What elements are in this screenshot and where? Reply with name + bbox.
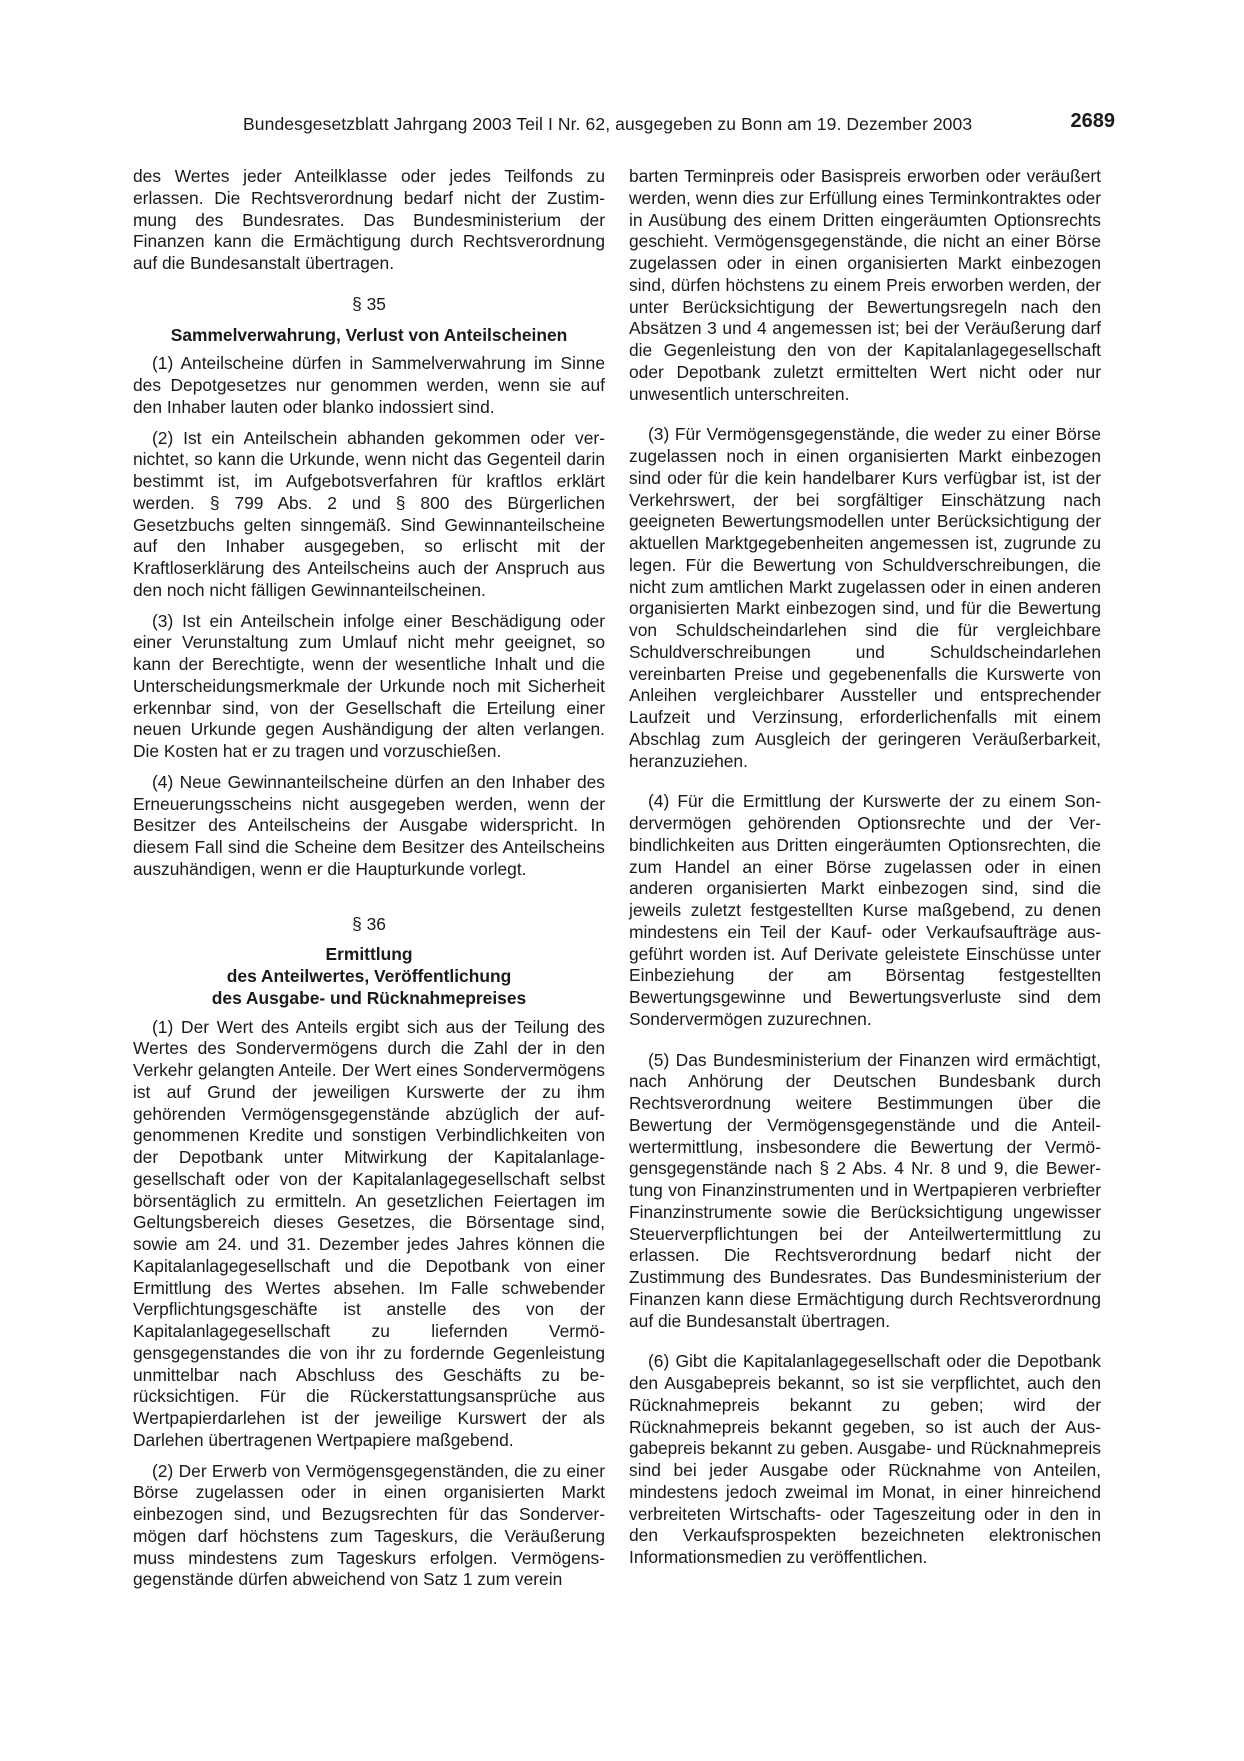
section-36-paragraph-1: (1) Der Wert des Anteils ergibt sich aus der Teilung des Wertes des Sondervermögens durch die Zahl der in den Verkehr gelangten Anteile. Der Wert eines Sondervermögens ist auf Grund der jeweiligen Kurswerte der zu ihm gehörenden Vermögensgegenstände abzüglich der aufgenommenen Kredite und sonstigen Verbindlichkeiten von der Depotbank unter Mitwirkung der Kapitalanlagegesellschaft oder von der Kapitalanlagegesellschaft selbst börsentäglich zu ermitteln. An gesetzlichen Feiertagen im Geltungsbereich dieses Gesetzes, die Börsentage sind, sowie am 24. und 31. Dezember jedes Jahres können die Kapitalanlagegesellschaft und die Depotbank von einer Ermittlung des Wertes absehen. Im Falle schwebender Verpflichtungsgeschäfte ist anstelle des von der Kapitalanlagegesellschaft zu liefernden Vermögensgegenstandes die von ihr zu fordernde Gegenleistung unmittelbar nach Abschluss des Geschäfts zu berücksichtigen. Für die Rückerstattungsansprüche aus Wertpapierdarlehen ist der jeweilige Kurswert der als Darlehen übertragenen Wertpapiere maßgebend. [133, 1016, 605, 1450]
section-35-paragraph-2: (2) Ist ein Anteilschein abhanden gekommen oder vernichtet, so kann die Urkunde, wenn nicht das Gegenteil darin bestimmt ist, im Aufgebotsverfahren für kraftlos erklärt werden. § 799 Abs. 2 und § 800 des Bürgerlichen Gesetzbuchs gelten sinngemäß. Sind Gewinnanteilscheine auf den Inhaber ausgegeben, so erlischt mit der Kraftloserklärung des Anteilscheins auch der Anspruch aus den noch nicht fälligen Gewinnanteilscheinen. [133, 427, 605, 600]
section-36-paragraph-6: (6) Gibt die Kapitalanlagegesellschaft oder die Depotbank den Ausgabepreis bekannt, so ist sie verpflichtet, auch den Rücknahmepreis bekannt zu geben; wird der Rücknahmepreis bekannt gegeben, so ist auch der Ausgabepreis bekannt zu geben. Ausgabe- und Rücknahmepreis sind bei jeder Ausgabe oder Rücknahme von Anteilen, mindestens jedoch zweimal im Monat, in einer hinreichend verbreiteten Wirtschafts- oder Tageszeitung oder in den in den Verkaufsprospekten bezeichneten elektronischen Informationsmedien zu veröffentlichen. [629, 1351, 1101, 1567]
page-number: 2689 [1070, 110, 1115, 132]
section-35-paragraph-4: (4) Neue Gewinnanteilscheine dürfen an den Inhaber des Erneuerungsscheins nicht ausgegeben werden, wenn der Besitzer des Anteilscheins der Ausgabe widerspricht. In diesem Fall sind die Scheine dem Besitzer des Anteilscheins auszuhändigen, wenn er die Haupturkunde vorlegt. [133, 771, 605, 879]
section-36-title-line-1: Ermittlung [325, 944, 413, 965]
section-36-paragraph-5: (5) Das Bundesministerium der Finanzen wird ermächtigt, nach Anhörung der Deutschen Bundesbank durch Rechtsverordnung weitere Bestimmungen über die Bewertung der Vermögensgegenstände und die Anteilwertermittlung, insbesondere die Bewertung der Vermögensgegenstände nach § 2 Abs. 4 Nr. 8 und 9, die Bewertung von Finanzinstrumenten und in Wertpapieren verbriefter Finanzinstrumente sowie die Berücksichtigung ungewisser Steuerverpflichtungen bei der Anteilwertermittlung zu erlassen. Die Rechtsverordnung bedarf nicht der Zustimmung des Bundesrates. Das Bundesministerium der Finanzen kann diese Ermächtigung durch Rechtsverordnung auf die Bundesanstalt übertragen. [629, 1049, 1101, 1331]
left-column [133, 166, 605, 1600]
section-36-paragraph-3: (3) Für Vermögensgegenstände, die weder zu einer Börse zugelassen noch in einen organisierten Markt einbezogen sind oder für die kein handelbarer Kurs verfügbar ist, ist der Verkehrswert, der bei sorgfältiger Einschätzung nach geeigneten Bewertungsmodellen unter Berücksichtigung der aktuellen Marktgegebenheiten angemessen ist, zugrunde zu legen. Für die Bewertung von Schuldverschreibungen, die nicht zum amtlichen Markt zugelassen oder in einen anderen organisierten Markt einbezogen sind, und für die Bewertung von Schuldscheindarlehen sind die für vergleichbare Schuldverschreibungen und Schuldscheindarlehen vereinbarten Preise und gegebenenfalls die Kurswerte von Anleihen vergleichbarer Aussteller und entsprechender Laufzeit und Verzinsung, erforderlichenfalls mit einem Abschlag zum Ausgleich der geringeren Veräußerbarkeit, heranzuziehen. [629, 424, 1101, 771]
section-35-number: § 35 [352, 293, 386, 314]
section-36-paragraph-2: (2) Der Erwerb von Vermögensgegenständen, die zu einer Börse zugelassen oder in einen organisierten Markt einbezogen sind, und Bezugsrechten für das Sondervermögen darf höchstens zum Tageskurs, die Veräußerung muss mindestens zum Tageskurs erfolgen. Vermögensgegenstände dürfen abweichend von Satz 1 zum verein [133, 1460, 605, 1590]
section-36-paragraph-2-continued: barten Terminpreis oder Basispreis erworben oder veräußert werden, wenn dies zur Erfüllung eines Terminkontraktes oder in Ausübung des einem Dritten eingeräumten Optionsrechts geschieht. Vermögensgegenstände, die nicht an einer Börse zugelassen oder in einen organisierten Markt einbezogen sind, dürfen höchstens zu einem Preis erworben werden, der unter Berücksichtigung der Bewertungsregeln nach den Absätzen 3 und 4 angemessen ist; bei der Veräußerung darf die Gegenleistung den von der Kapitalanlagegesellschaft oder Depotbank zuletzt ermittelten Wert nicht oder nur unwesentlich unterschreiten. [629, 166, 1101, 404]
section-36-title-line-2: des Anteilwertes, Veröffentlichung [226, 966, 512, 986]
section-36-number: § 36 [352, 913, 386, 934]
section-36-title-line-3: des Ausgabe- und Rücknahmepreises [211, 987, 527, 1008]
section-36-paragraph-4: (4) Für die Ermittlung der Kurswerte der zu einem Sondervermögen gehörenden Optionsrechte und der Verbindlichkeiten aus Dritten eingeräumten Optionsrechten, die zum Handel an einer Börse zugelassen oder in einen anderen organisierten Markt einbezogen sind, sind die jeweils zuletzt festgestellten Kurse maßgebend, zu denen mindestens ein Teil der Kauf- oder Verkaufsaufträge ausgeführt worden ist. Auf Derivate geleistete Einschüsse unter Einbeziehung der am Börsentag festgestellten Bewertungsgewinne und Bewertungsverluste sind dem Sondervermögen zuzurechnen. [629, 791, 1101, 1029]
section-36-title [133, 944, 605, 1009]
section-35-title: Sammelverwahrung, Verlust von Anteilscheinen [170, 324, 568, 345]
section-35-paragraph-3: (3) Ist ein Anteilschein infolge einer Beschädigung oder einer Verunstaltung zum Umlauf nicht mehr geeignet, so kann der Berechtigte, wenn der wesentliche Inhalt und die Unterscheidungsmerkmale der Urkunde noch mit Sicherheit erkennbar sind, von der Gesellschaft die Erteilung einer neuen Urkunde gegen Aushändigung der alten verlangen. Die Kosten hat er zu tragen und vorzuschießen. [133, 610, 605, 761]
right-column [629, 166, 1101, 1578]
paragraph-intro: des Wertes jeder Anteilklasse oder jedes Teilfonds zu erlassen. Die Rechtsverordnung bedarf nicht der Zustimmung des Bundesrates. Das Bundesministerium der Finanzen kann die Ermächtigung durch Rechtsverordnung auf die Bundesanstalt übertragen. [133, 166, 605, 273]
section-35-paragraph-1: (1) Anteilscheine dürfen in Sammelverwahrung im Sinne des Depotgesetzes nur genommen werden, wenn sie auf den Inhaber lauten oder blanko indossiert sind. [133, 353, 605, 417]
page-header [133, 108, 1115, 140]
running-head: Bundesgesetzblatt Jahrgang 2003 Teil I Nr. 62, ausgegeben zu Bonn am 19. Dezember 2003 [243, 114, 973, 134]
